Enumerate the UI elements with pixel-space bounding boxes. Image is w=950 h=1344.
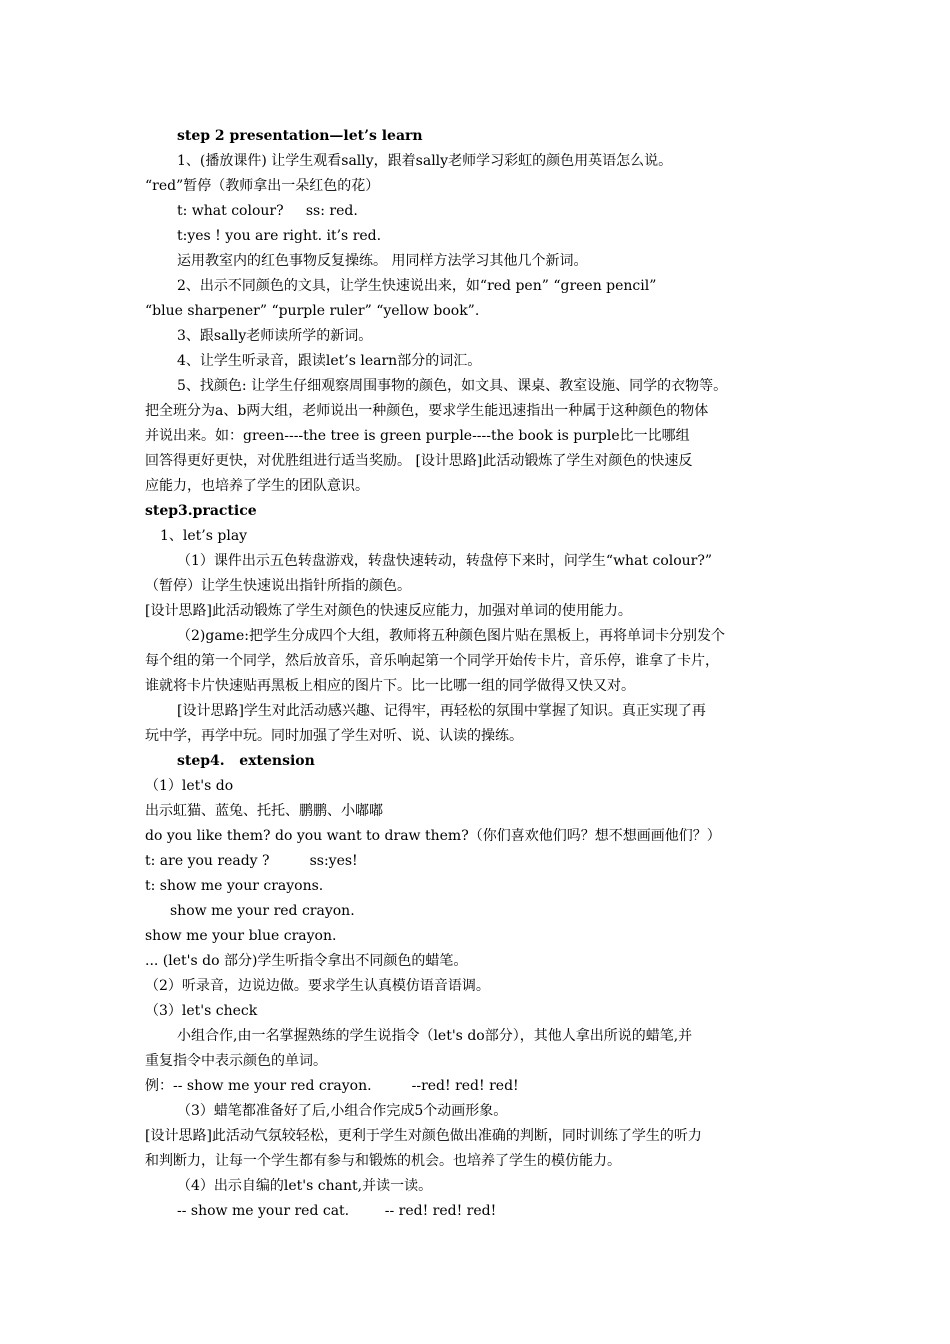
text-line: 1、(播放课件) 让学生观看sally，跟着sally老师学习彩虹的颜色用英语怎么说。 <box>177 153 673 169</box>
text-line: 5、找颜色: 让学生仔细观察周围事物的颜色，如文具、课桌、教室设施、同学的衣物等。 <box>177 378 728 394</box>
text-line: （1）课件出示五色转盘游戏，转盘快速转动，转盘停下来时，问学生“what colour?” <box>177 553 713 569</box>
text-line: 重复指令中表示颜色的单词。 <box>145 1053 327 1069</box>
text-line: t: are you ready ? ss:yes! <box>145 853 358 869</box>
design-note: [设计思路]此活动锻炼了学生对颜色的快速反应能力，加强对单词的使用能力。 <box>145 603 632 619</box>
text-line: 和判断力，让每一个学生都有参与和锻炼的机会。也培养了学生的模仿能力。 <box>145 1153 621 1169</box>
heading-step3: step3.practice <box>145 503 257 519</box>
text-line: （3）蜡笔都准备好了后,小组合作完成5个动画形象。 <box>177 1103 508 1119</box>
text-line: 每个组的第一个同学，然后放音乐，音乐响起第一个同学开始传卡片，音乐停，谁拿了卡片， <box>145 653 719 669</box>
text-line: （2)game:把学生分成四个大组，教师将五种颜色图片贴在黑板上，再将单词卡分别发个 <box>177 628 725 644</box>
text-line: show me your blue crayon. <box>145 928 337 944</box>
text-line: （4）出示自编的let's chant,并读一读。 <box>177 1178 433 1194</box>
text-line: 4、让学生听录音，跟读let’s learn部分的词汇。 <box>177 353 482 369</box>
text-line: “blue sharpener” “purple ruler” “yellow book”. <box>145 303 480 319</box>
text-line: 小组合作,由一名掌握熟练的学生说指令（let's do部分），其他人拿出所说的蜡笔,并 <box>177 1028 693 1044</box>
text-line: 出示虹猫、蓝兔、托托、鹏鹏、小嘟嘟 <box>145 803 383 819</box>
text-line: 回答得更好更快，对优胜组进行适当奖励。 [设计思路]此活动锻炼了学生对颜色的快速反 <box>145 453 693 469</box>
heading-step4: step4. extension <box>177 753 315 769</box>
text-line: do you like them? do you want to draw them?（你们喜欢他们吗？想不想画画他们？） <box>145 828 721 844</box>
text-line: 运用教室内的红色事物反复操练。 用同样方法学习其他几个新词。 <box>177 253 588 269</box>
text-line: 玩中学，再学中玩。同时加强了学生对听、说、认读的操练。 <box>145 728 523 744</box>
text-line: 应能力，也培养了学生的团队意识。 <box>145 478 369 494</box>
text-line: show me your red crayon. <box>170 903 355 919</box>
text-line: 1、let’s play <box>160 528 248 544</box>
text-line: 2、出示不同颜色的文具，让学生快速说出来，如“red pen” “green pencil” <box>177 278 657 294</box>
text-line: ... (let's do 部分)学生听指令拿出不同颜色的蜡笔。 <box>145 953 468 969</box>
text-line: t: what colour? ss: red. <box>177 203 358 219</box>
text-line: 把全班分为a、b两大组，老师说出一种颜色，要求学生能迅速指出一种属于这种颜色的物体 <box>145 403 709 419</box>
text-line: （暂停）让学生快速说出指针所指的颜色。 <box>145 578 411 594</box>
text-line: 并说出来。如：green----the tree is green purple----the book is purple比一比哪组 <box>145 428 690 444</box>
design-note: [设计思路]学生对此活动感兴趣、记得牢，再轻松的氛围中掌握了知识。真正实现了再 <box>177 703 706 719</box>
text-line: （2）听录音，边说边做。要求学生认真模仿语音语调。 <box>145 978 490 994</box>
text-line: 谁就将卡片快速贴再黑板上相应的图片下。比一比哪一组的同学做得又快又对。 <box>145 678 635 694</box>
text-line: t:yes ! you are right. it’s red. <box>177 228 382 244</box>
text-line: “red”暂停（教师拿出一朵红色的花） <box>145 178 380 194</box>
text-line: （3）let's check <box>145 1003 258 1019</box>
text-line: （1）let's do <box>145 778 234 794</box>
text-line: 3、跟sally老师读所学的新词。 <box>177 328 373 344</box>
design-note: [设计思路]此活动气氛较轻松，更利于学生对颜色做出准确的判断，同时训练了学生的听力 <box>145 1128 702 1144</box>
text-line: -- show me your red cat. -- red! red! red! <box>177 1203 497 1219</box>
text-line: t: show me your crayons. <box>145 878 324 894</box>
heading-step2: step 2 presentation—let’s learn <box>177 128 423 144</box>
text-line: 例：-- show me your red crayon. --red! red! red! <box>145 1078 519 1094</box>
